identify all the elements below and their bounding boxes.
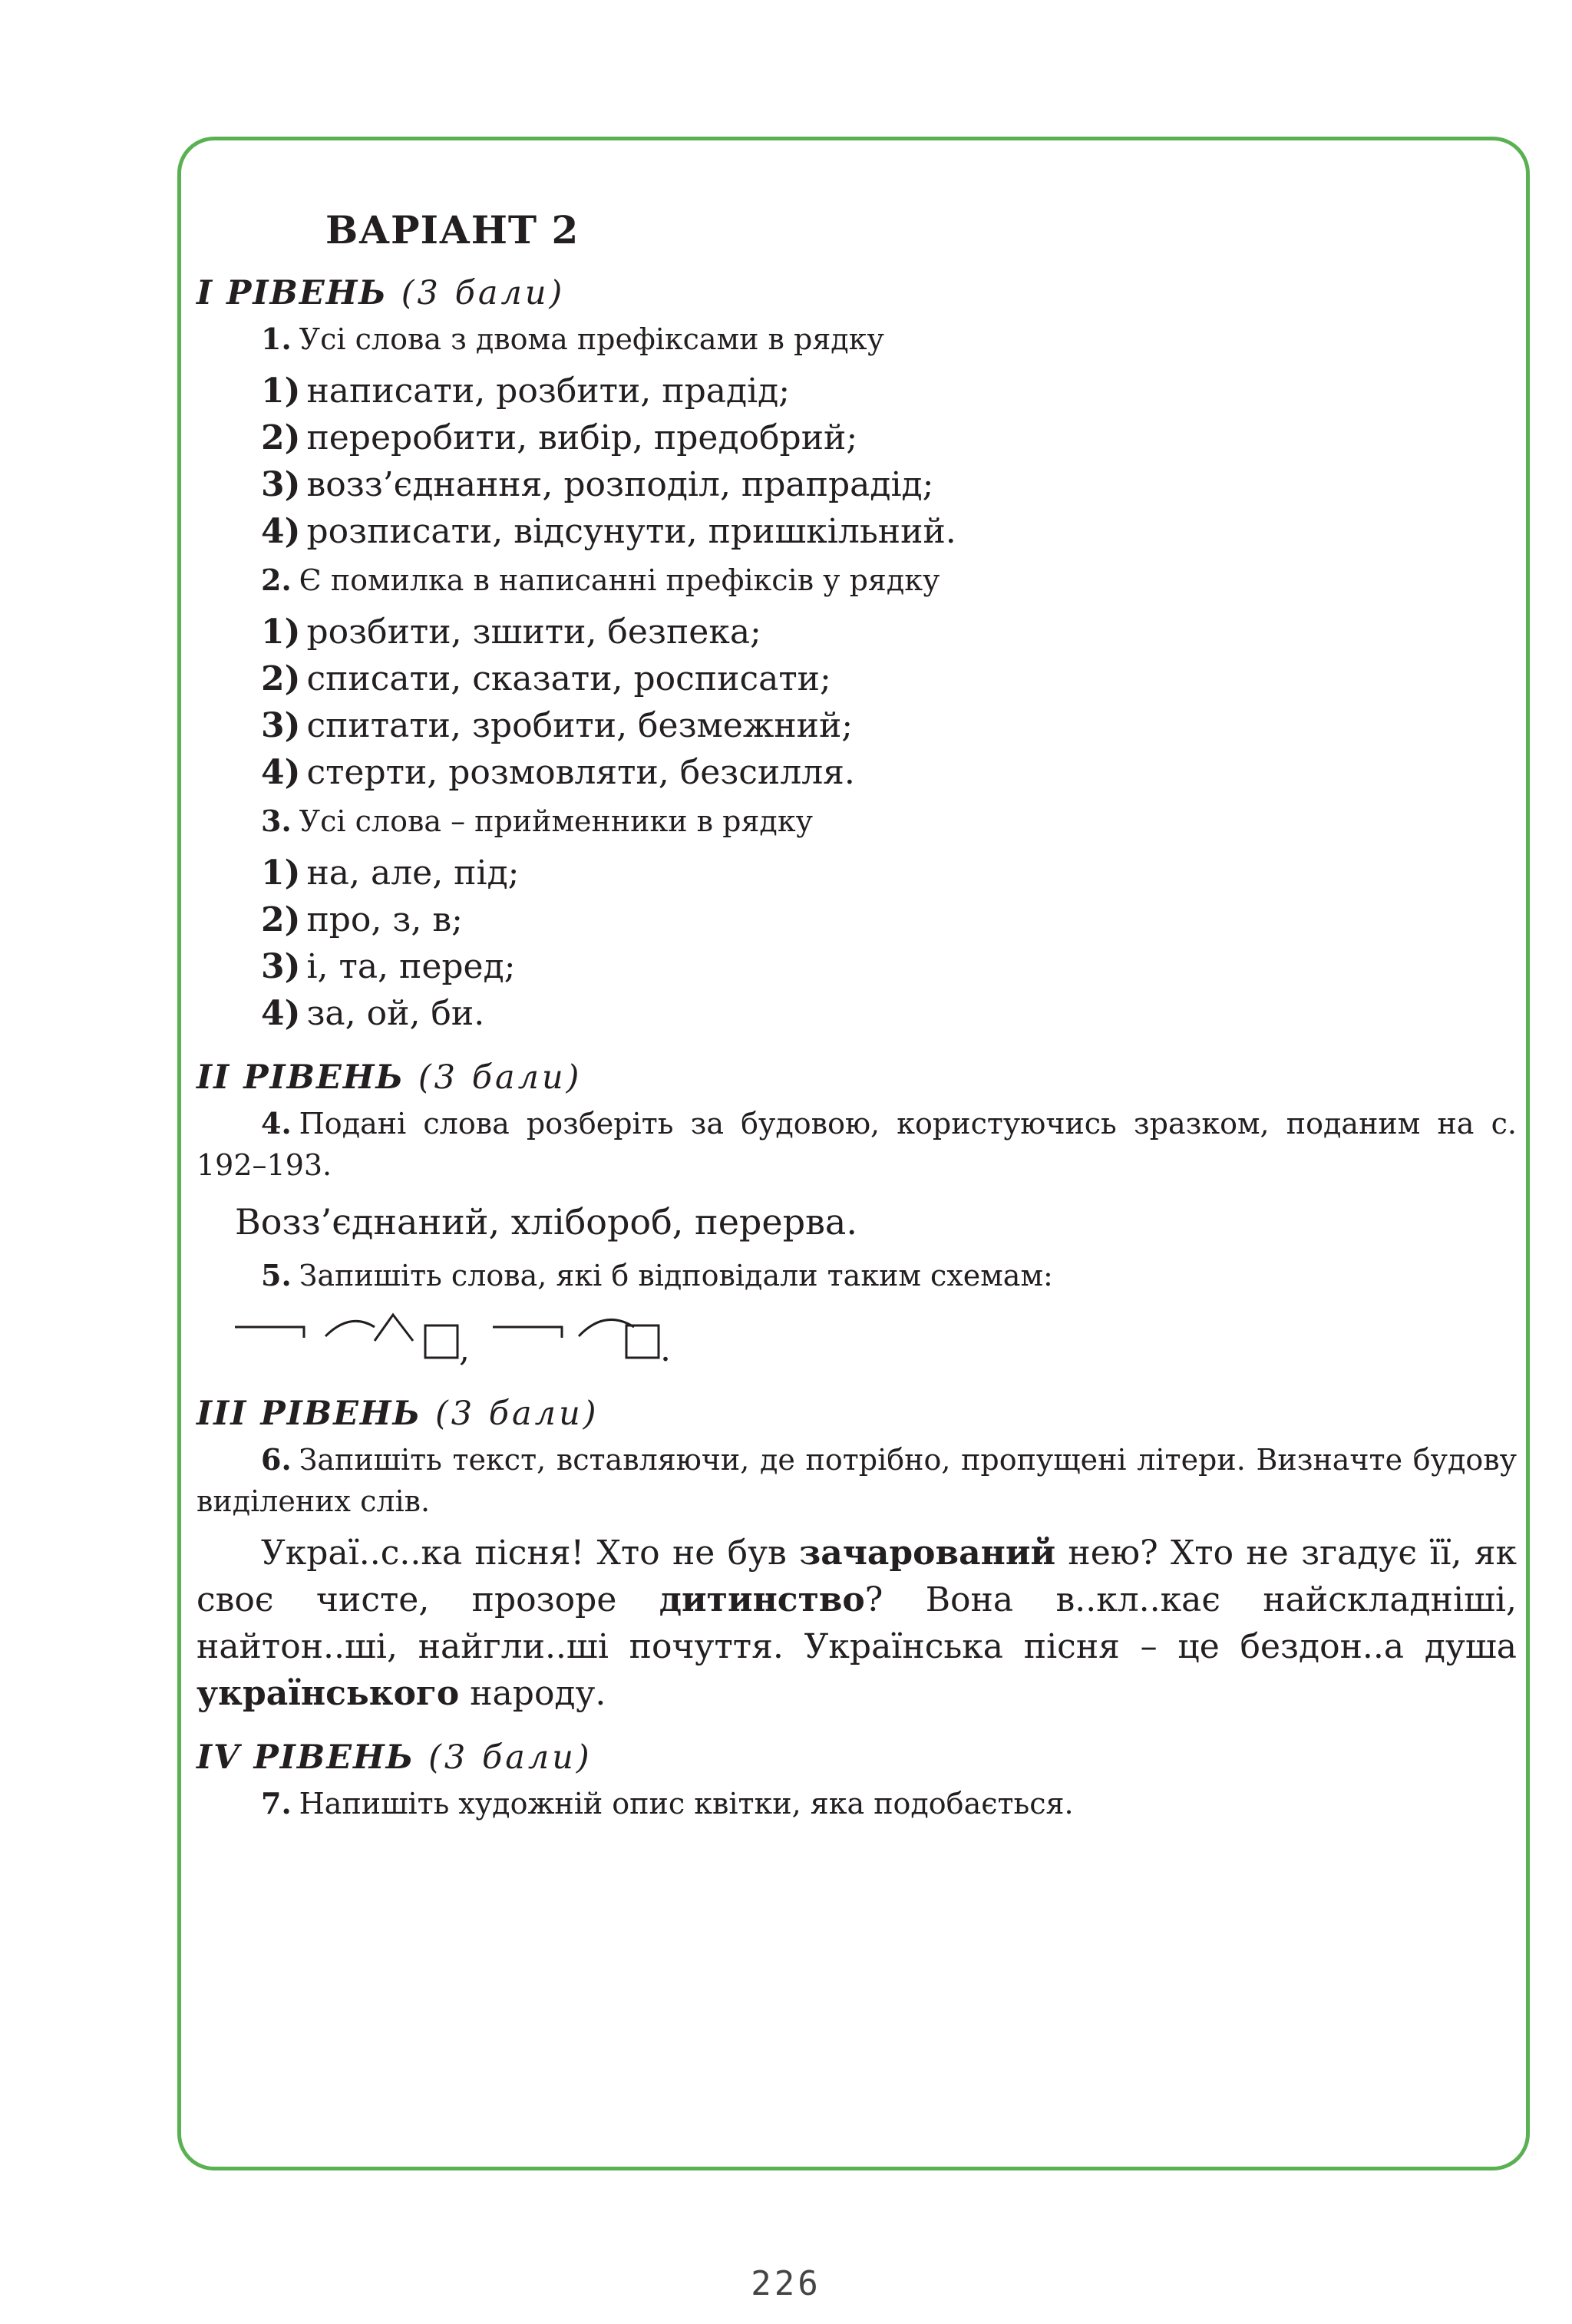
task-1-options [261,368,1517,555]
task-text: Є помилка в написанні префіксів у рядку [299,563,940,597]
prefix-mark-icon [235,1327,304,1338]
option-text: розбити, зшити, безпека; [306,612,761,652]
option-number: 4) [261,512,301,551]
task-text: Усі слова – прийменники в рядку [299,804,813,838]
task-1 [196,319,1517,360]
option-item [261,850,1517,896]
level-points: (3 бали) [435,1395,599,1433]
option-number: 2) [261,659,301,698]
task-4-words: Возз’єднаний, хлібороб, перерва. [235,1201,857,1243]
morpheme-scheme-icons [235,1304,772,1373]
level-title: II РІВЕНЬ [196,1058,405,1097]
highlighted-word: зачарований [799,1533,1056,1573]
option-item [261,508,1517,555]
ending-box-icon [626,1325,659,1358]
option-text: возз’єднання, розподіл, прапрадід; [306,465,934,504]
option-number: 3) [261,465,301,504]
option-item [261,749,1517,796]
level-heading-1 [196,274,1517,312]
task-6 [196,1439,1517,1522]
scheme-separator: , [459,1330,470,1369]
option-number: 3) [261,947,301,986]
task-number: 2. [261,563,292,597]
option-text: спитати, зробити, безмежний; [306,706,854,745]
text-fragment: народу. [459,1674,606,1713]
option-text: за, ой, би. [306,994,485,1033]
level-points: (3 бали) [418,1058,583,1097]
text-fragment: Украї..с..ка пісня! Хто не був [261,1533,800,1573]
option-number: 1) [261,371,301,411]
task-text: Запишіть текст, вставляючи, де потрібно, пропущені літери. Визначте будову виділених слів. [196,1443,1517,1518]
task-4 [196,1103,1517,1186]
text-fragment: нею? Хто не згадує її, як своє чисте, прозоре [196,1533,1518,1619]
option-number: 1) [261,612,301,652]
level-title: IV РІВЕНЬ [196,1738,415,1777]
task-7 [196,1783,1517,1824]
word-schemes [235,1304,1517,1373]
option-number: 1) [261,853,301,893]
option-text: і, та, перед; [306,947,516,986]
option-number: 3) [261,706,301,745]
option-text: написати, розбити, прадід; [306,371,791,411]
task-number: 4. [261,1106,292,1141]
option-item [261,896,1517,943]
option-item [261,990,1517,1037]
level-title: I РІВЕНЬ [196,274,388,312]
text-fragment: ? Вона в..кл..кає найскладніші, найтон..ші, найгли..ші почуття. Українська пісня – це бездон..а душа [196,1580,1518,1666]
option-number: 2) [261,900,301,939]
prefix-mark-icon [493,1327,562,1338]
task-text: Запишіть слова, які б відповідали таким схемам: [299,1259,1053,1292]
level-heading-4 [196,1738,1517,1777]
task-2-options [261,609,1517,796]
option-item [261,414,1517,461]
option-item [261,609,1517,655]
task-3-options [261,850,1517,1037]
suffix-caret-icon [375,1315,413,1341]
scheme-end-mark: . [660,1330,671,1369]
task-number: 7. [261,1786,292,1821]
root-arc-icon [325,1321,375,1336]
task-text: Подані слова розберіть за будовою, користуючись зразком, поданим на с. 192–193. [196,1107,1517,1182]
task-number: 5. [261,1258,292,1292]
option-item [261,461,1517,508]
exercise-text [196,1530,1517,1717]
task-5 [196,1255,1517,1296]
option-text: списати, сказати, росписати; [306,659,831,698]
task-text: Напишіть художній опис квітки, яка подобається. [299,1787,1074,1821]
task-3 [196,801,1517,842]
level-points: (3 бали) [428,1738,593,1777]
task-text: Усі слова з двома префіксами в рядку [299,322,884,356]
option-text: розписати, відсунути, пришкільний. [306,512,956,551]
ending-box-icon [425,1325,457,1358]
page-number: 226 [751,2264,821,2303]
level-points: (3 бали) [401,274,566,312]
task-number: 3. [261,804,292,838]
option-item [261,655,1517,702]
option-text: про, з, в; [306,900,463,939]
level-title: III РІВЕНЬ [196,1395,421,1433]
option-item [261,943,1517,990]
option-text: стерти, розмовляти, безсилля. [306,753,855,792]
highlighted-word: українського [196,1674,460,1713]
page-content [196,207,1517,1832]
option-text: на, але, під; [306,853,520,893]
task-number: 1. [261,322,292,356]
option-item [261,368,1517,414]
option-text: переробити, вибір, предобрий; [306,418,858,457]
option-item [261,702,1517,749]
level-heading-2 [196,1058,1517,1097]
option-number: 4) [261,753,301,792]
highlighted-word: дитинство [659,1580,865,1619]
task-number: 6. [261,1442,292,1477]
level-heading-3 [196,1395,1517,1433]
option-number: 2) [261,418,301,457]
variant-title: ВАРІАНТ 2 [325,207,580,253]
task-2 [196,560,1517,601]
option-number: 4) [261,994,301,1033]
